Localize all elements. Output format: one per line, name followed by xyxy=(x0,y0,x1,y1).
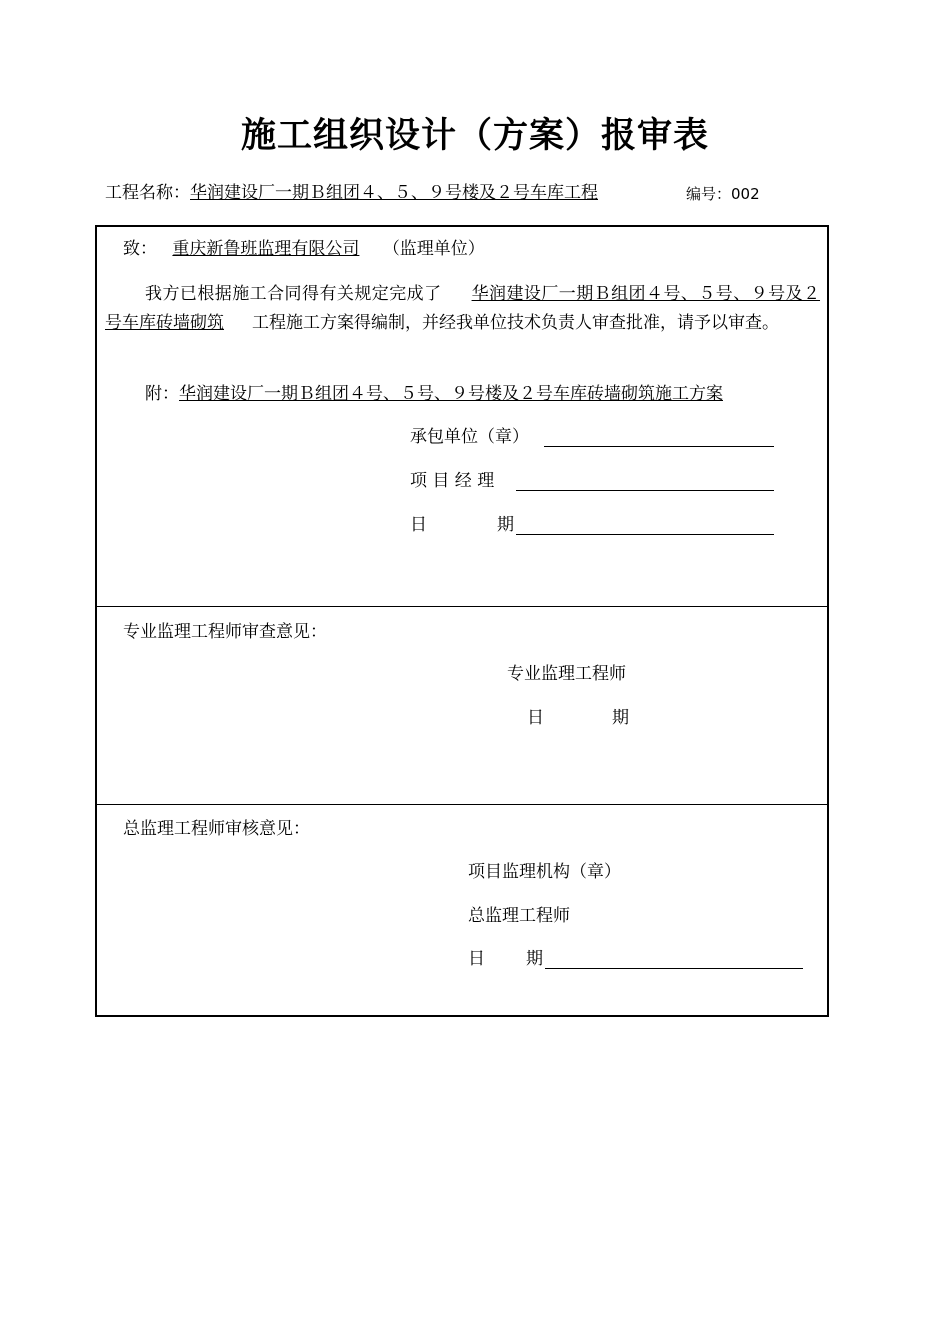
section-divider-1 xyxy=(95,606,829,607)
pm-signature-line xyxy=(516,490,774,491)
serial-label: 编号： xyxy=(686,185,732,203)
para-project: 华润建设厂一期Ｂ组团４号、５号、９号及２号车库砖墙砌筑 xyxy=(105,284,821,333)
supervision-company: 重庆新鲁班监理有限公司 xyxy=(172,239,360,259)
date-signature-line xyxy=(516,534,774,535)
section-divider-2 xyxy=(95,804,829,805)
date-label-char1: 日 xyxy=(410,515,427,535)
project-name-line xyxy=(105,181,598,205)
submission-paragraph xyxy=(105,280,820,337)
contractor-label: 承包单位（章） xyxy=(410,427,529,447)
para-prefix: 我方已根据施工合同得有关规定完成了 xyxy=(145,284,442,304)
chief-date-char2: 期 xyxy=(526,949,543,969)
engineer-review-heading: 专业监理工程师审查意见： xyxy=(123,622,327,642)
serial-number xyxy=(686,184,760,204)
engineer-date-char2: 期 xyxy=(612,708,629,728)
para-suffix: 工程施工方案得编制，并经我单位技术负责人审查批准，请予以审查。 xyxy=(252,312,779,333)
engineer-date-char1: 日 xyxy=(527,708,544,728)
pm-label: 项 目 经 理 xyxy=(410,471,495,491)
serial-value: 002 xyxy=(731,185,760,203)
chief-review-heading: 总监理工程师审核意见： xyxy=(123,819,310,839)
to-suffix: （监理单位） xyxy=(382,239,485,259)
chief-label: 总监理工程师 xyxy=(468,906,570,926)
attach-value: 华润建设厂一期Ｂ组团４号、５号、９号楼及２号车库砖墙砌筑施工方案 xyxy=(179,384,723,404)
addressee-line xyxy=(123,237,485,261)
project-label: 工程名称： xyxy=(105,183,190,203)
project-name: 华润建设厂一期Ｂ组团４、５、９号楼及２号车库工程 xyxy=(190,183,598,203)
chief-date-char1: 日 xyxy=(468,949,485,969)
date-label-char2: 期 xyxy=(497,515,514,535)
chief-date-signature-line xyxy=(545,968,803,969)
engineer-label: 专业监理工程师 xyxy=(507,664,626,684)
page-title: 施工组织设计（方案）报审表 xyxy=(240,116,709,156)
org-label: 项目监理机构（章） xyxy=(468,862,621,882)
attach-label: 附： xyxy=(145,384,179,404)
attachment-line xyxy=(145,382,723,406)
contractor-signature-line xyxy=(544,446,774,447)
to-label: 致： xyxy=(123,239,157,259)
